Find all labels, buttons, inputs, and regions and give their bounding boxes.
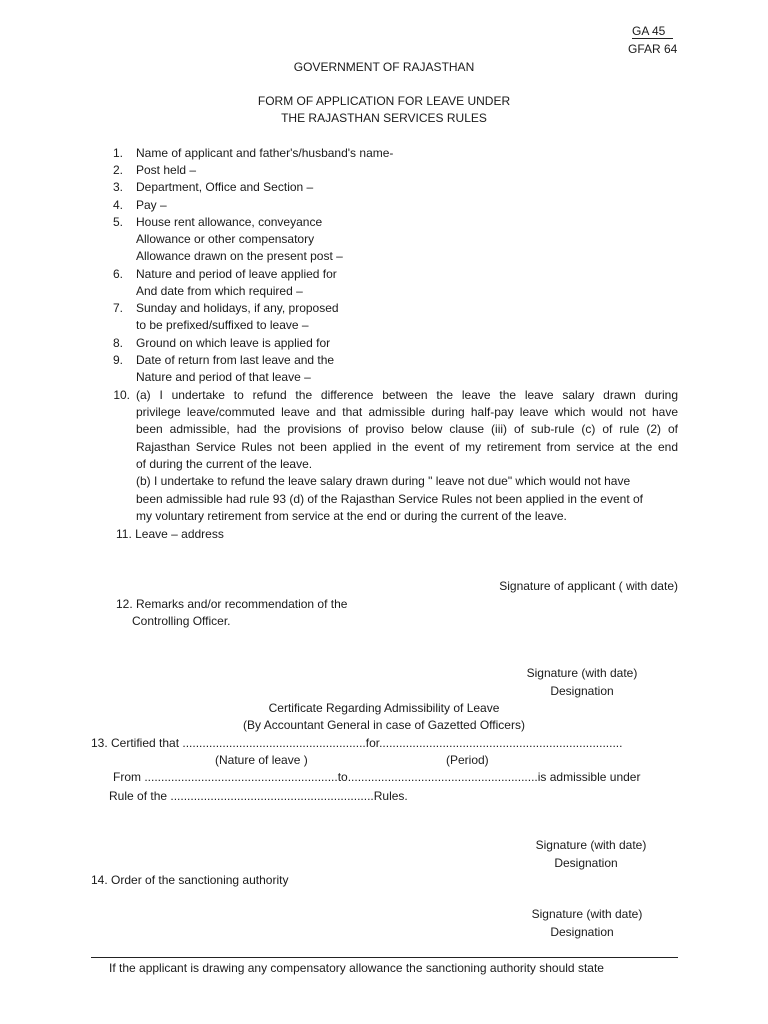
undertaking-a-line5: of during the current of the leave. bbox=[136, 457, 313, 471]
accountant-signature: Signature (with date) bbox=[535, 838, 647, 852]
undertaking-a-line1: (a) I undertake to refund the difference between the leave the leave salary drawn during bbox=[136, 388, 678, 402]
item-label-line3: Allowance drawn on the present post – bbox=[136, 249, 343, 263]
sanctioning-signature: Signature (with date) bbox=[531, 907, 643, 921]
undertaking-a-line3: been admissible, had the provisions of proviso below clause (iii) of sub-rule (c) of rule (2) of bbox=[136, 422, 678, 436]
government-heading: GOVERNMENT OF RAJASTHAN bbox=[293, 60, 475, 74]
controlling-officer-designation: Designation bbox=[550, 684, 614, 698]
controlling-officer-signature: Signature (with date) bbox=[526, 666, 638, 680]
item-number: 1. bbox=[112, 146, 123, 160]
item-label: Ground on which leave is applied for bbox=[136, 336, 331, 350]
item-number: 10. bbox=[113, 388, 130, 402]
period-caption: (Period) bbox=[446, 753, 489, 767]
item-label-line2: And date from which required – bbox=[136, 284, 303, 298]
item-number: 4. bbox=[112, 198, 123, 212]
item-number: 2. bbox=[112, 163, 123, 177]
list-item-13-line4: Rule of the .............................................................Rules. bbox=[109, 789, 408, 803]
item-number: 3. bbox=[112, 180, 123, 194]
item-label-line2: to be prefixed/suffixed to leave – bbox=[136, 318, 309, 332]
list-item-12-line2: Controlling Officer. bbox=[132, 614, 231, 628]
list-item-13-line3: From ..........................................................to.........................................................is admissible under bbox=[113, 770, 641, 784]
list-item-12-line1: 12. Remarks and/or recommendation of the bbox=[116, 597, 348, 611]
undertaking-b-line2: been admissible had rule 93 (d) of the Rajasthan Service Rules not been applied in the event of bbox=[136, 492, 643, 506]
item-label-line1: Nature and period of leave applied for bbox=[136, 267, 337, 281]
item-label: Post held – bbox=[136, 163, 197, 177]
item-label-line2: Allowance or other compensatory bbox=[136, 232, 315, 246]
item-number: 9. bbox=[112, 353, 123, 367]
item-label: Department, Office and Section – bbox=[136, 180, 314, 194]
item-label-line1: Date of return from last leave and the bbox=[136, 353, 335, 367]
form-code-ga: GA 45 bbox=[632, 24, 673, 39]
item-label-line2: Nature and period of that leave – bbox=[136, 370, 311, 384]
form-code-gfar: GFAR 64 bbox=[628, 42, 678, 56]
item-number: 8. bbox=[112, 336, 123, 350]
item-label-line1: House rent allowance, conveyance bbox=[136, 215, 323, 229]
sanctioning-designation: Designation bbox=[550, 925, 614, 939]
accountant-designation: Designation bbox=[554, 856, 618, 870]
applicant-signature: Signature of applicant ( with date) bbox=[499, 579, 678, 593]
footer-note: If the applicant is drawing any compensatory allowance the sanctioning authority should state bbox=[109, 961, 604, 975]
item-label: Pay – bbox=[136, 198, 167, 212]
item-label: Name of applicant and father's/husband's name- bbox=[136, 146, 394, 160]
item-number: 7. bbox=[112, 301, 123, 315]
list-item-14: 14. Order of the sanctioning authority bbox=[91, 873, 289, 887]
certificate-title: Certificate Regarding Admissibility of Leave bbox=[268, 701, 500, 715]
list-item-11: 11. Leave – address bbox=[116, 527, 224, 541]
footer-divider bbox=[91, 957, 678, 958]
undertaking-a-line4: Rajasthan Service Rules not been applied in the event of my retirement from service at the end bbox=[136, 440, 678, 454]
item-label-line1: Sunday and holidays, if any, proposed bbox=[136, 301, 339, 315]
list-item-13-line1: 13. Certified that .......................................................for......................................................................... bbox=[91, 736, 623, 750]
certificate-subtitle: (By Accountant General in case of Gazetted Officers) bbox=[243, 718, 525, 732]
item-number: 5. bbox=[112, 215, 123, 229]
form-title-line1: FORM OF APPLICATION FOR LEAVE UNDER bbox=[257, 94, 511, 108]
undertaking-b-line3: my voluntary retirement from service at the end or during the current of the leave. bbox=[136, 509, 567, 523]
undertaking-b-line1: (b) I undertake to refund the leave salary drawn during " leave not due" which would not have bbox=[136, 474, 631, 488]
item-number: 6. bbox=[112, 267, 123, 281]
nature-of-leave-caption: (Nature of leave ) bbox=[215, 753, 308, 767]
form-title-line2: THE RAJASTHAN SERVICES RULES bbox=[281, 111, 487, 125]
undertaking-a-line2: privilege leave/commuted leave and that admissible during half-pay leave which would not have bbox=[136, 405, 678, 419]
